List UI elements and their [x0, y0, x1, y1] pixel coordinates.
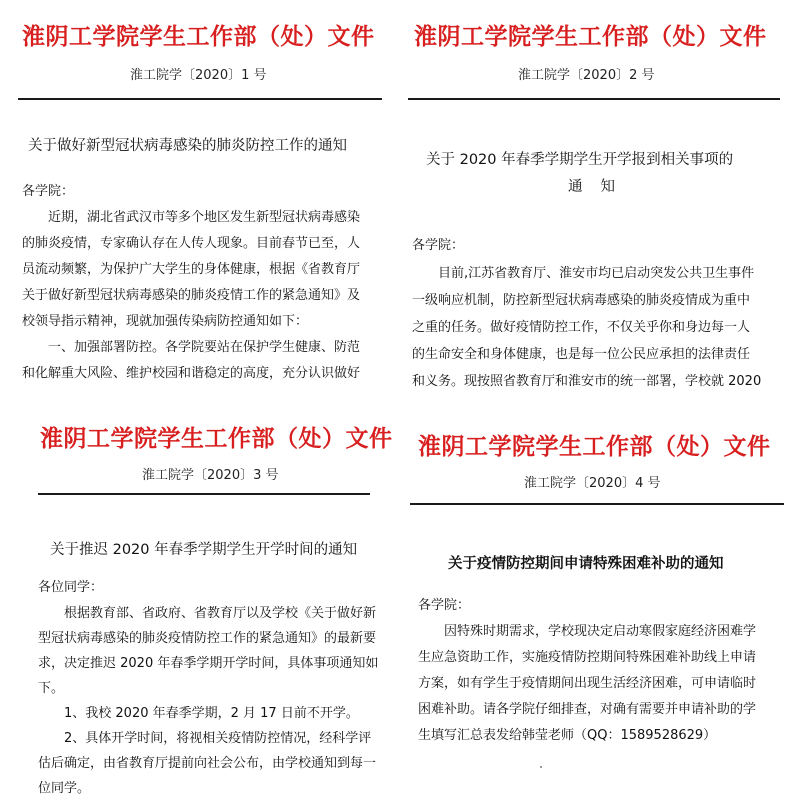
body-line: 求，决定推迟 2020 年春季学期开学时间，具体事项通知如: [38, 656, 379, 671]
body-line: 关于做好新型冠状病毒感染的肺炎疫情工作的紧急通知》及: [22, 288, 361, 303]
document-title: 关于做好新型冠状病毒感染的肺炎防控工作的通知: [28, 138, 347, 154]
body-line: 一、加强部署防控。各学院要站在保护学生健康、防范: [48, 340, 361, 355]
body-line: 下。: [38, 681, 65, 696]
body-line: 和化解重大风险、维护校园和谐稳定的高度，充分认识做好: [22, 366, 361, 381]
salutation: 各学院：: [418, 598, 471, 613]
header-rule: [38, 493, 370, 495]
document-number: 淮工院学〔2020〕4 号: [524, 476, 661, 491]
body-line: 生填写汇总表发给韩莹老师（QQ：1589528629）: [418, 728, 717, 743]
document-number: 淮工院学〔2020〕1 号: [130, 68, 267, 83]
document-title: 关于 2020 年春季学期学生开学报到相关事项的: [426, 152, 734, 168]
body-line: 的生命安全和身体健康，也是每一位公民应承担的法律责任: [412, 347, 751, 362]
body-line: 1、我校 2020 年春季学期，2 月 17 日前不开学。: [64, 706, 359, 721]
speck-mark: [540, 766, 542, 768]
body-line: 之重的任务。做好疫情防控工作，不仅关乎你和身边每一人: [412, 320, 751, 335]
document-1: [0, 0, 400, 400]
salutation: 各学院：: [22, 184, 75, 199]
document-3: [0, 400, 400, 800]
document-header: 淮阴工学院学生工作部（处）文件: [40, 426, 393, 452]
document-header: 淮阴工学院学生工作部（处）文件: [22, 24, 375, 50]
salutation: 各位同学：: [38, 580, 104, 595]
document-number: 淮工院学〔2020〕3 号: [142, 468, 279, 483]
body-line: 2、具体开学时间，将视相关疫情防控情况，经科学评: [64, 731, 372, 746]
body-line: 型冠状病毒感染的肺炎疫情防控工作的紧急通知》的最新要: [38, 631, 377, 646]
document-title: 关于疫情防控期间申请特殊困难补助的通知: [448, 556, 724, 572]
body-line: 方案，如有学生于疫情期间出现生活经济困难，可申请临时: [418, 676, 757, 691]
body-line: 估后确定，由省教育厅提前向社会公布，由学校通知到每一: [38, 756, 377, 771]
body-line: 目前,江苏省教育厅、淮安市均已启动突发公共卫生事件: [438, 266, 755, 281]
document-title-line2: 通知: [568, 179, 633, 195]
document-2: [400, 0, 800, 400]
header-rule: [18, 98, 382, 100]
body-line: 一级响应机制，防控新型冠状病毒感染的肺炎疫情成为重中: [412, 293, 751, 308]
body-line: 近期，湖北省武汉市等多个地区发生新型冠状病毒感染: [48, 210, 361, 225]
document-number: 淮工院学〔2020〕2 号: [518, 68, 655, 83]
body-line: 根据教育部、省政府、省教育厅以及学校《关于做好新: [64, 606, 377, 621]
body-line: 员流动频繁，为保护广大学生的身体健康，根据《省教育厅: [22, 262, 361, 277]
body-line: 困难补助。请各学院仔细排查，对确有需要并申请补助的学: [418, 702, 757, 717]
document-4: [400, 400, 800, 800]
salutation: 各学院：: [412, 238, 465, 253]
body-line: 的肺炎疫情，专家确认存在人传人现象。目前春节已至，人: [22, 236, 361, 251]
header-rule: [410, 503, 784, 505]
document-header: 淮阴工学院学生工作部（处）文件: [414, 24, 767, 50]
body-line: 校领导指示精神，现就加强传染病防控通知如下：: [22, 314, 309, 329]
body-line: 因特殊时期需求，学校现决定启动寒假家庭经济困难学: [444, 624, 757, 639]
document-header: 淮阴工学院学生工作部（处）文件: [418, 434, 771, 460]
document-title: 关于推迟 2020 年春季学期学生开学时间的通知: [50, 542, 358, 558]
header-rule: [408, 98, 780, 100]
body-line: 生应急资助工作，实施疫情防控期间特殊困难补助线上申请: [418, 650, 757, 665]
body-line: 和义务。现按照省教育厅和淮安市的统一部署，学校就 2020: [412, 374, 762, 389]
body-line: 位同学。: [38, 781, 91, 796]
